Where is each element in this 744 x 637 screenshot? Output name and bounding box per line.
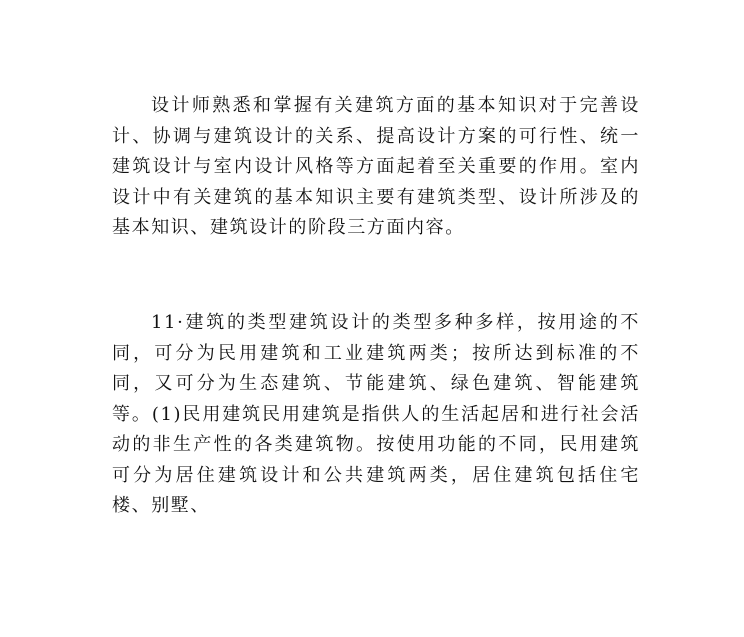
paragraph-building-types: 11·建筑的类型建筑设计的类型多种多样，按用途的不同，可分为民用建筑和工业建筑两类；按所达到标准的不同，又可分为生态建筑、节能建筑、绿色建筑、智能建筑等。(1)民用建筑民用建筑是指供人的生活起居和进行社会活动的非生产性的各类建筑物。按使用功能的不同，民用建筑可分为居住建筑设计和公共建筑两类，居住建筑包括住宅楼、别墅、 — [112, 312, 640, 516]
paragraph-intro: 设计师熟悉和掌握有关建筑方面的基本知识对于完善设计、协调与建筑设计的关系、提高设计方案的可行性、统一建筑设计与室内设计风格等方面起着至关重要的作用。室内设计中有关建筑的基本知识主要有建筑类型、设计所涉及的基本知识、建筑设计的阶段三方面内容。 — [112, 95, 640, 238]
